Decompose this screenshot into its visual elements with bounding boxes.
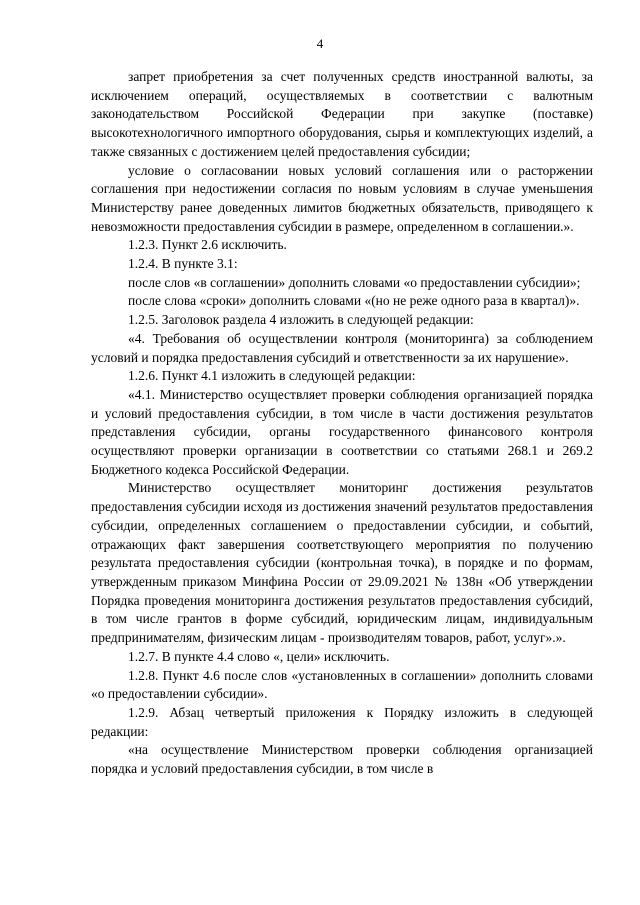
- paragraph: Министерство осуществляет мониторинг достижения результатов предоставления субсидии исходя из достижения значений результатов предоставления субсидии, определенных соглашением о предоставлении субсидии, и событий, отражающих факт завершения соответствующего мероприятия по получению результата предоставления субсидии (контрольная точка), в порядке и по формам, утвержденным приказом Минфина России от 29.09.2021 № 138н «Об утверждении Порядка проведения мониторинга достижения результатов предоставления субсидий, в том числе грантов в форме субсидий, юридическим лицам, индивидуальным предпринимателям, физическим лицам - производителям товаров, работ, услуг».».: [91, 480, 593, 646]
- paragraph: 1.2.5. Заголовок раздела 4 изложить в следующей редакции:: [128, 312, 474, 328]
- paragraph: 1.2.4. В пункте 3.1:: [128, 256, 238, 272]
- paragraph: 1.2.7. В пункте 4.4 слово «, цели» исключить.: [128, 648, 390, 664]
- paragraph: «на осуществление Министерством проверки соблюдения организацией порядка и условий предоставления субсидии, в том числе в: [91, 742, 593, 777]
- paragraph: 1.2.6. Пункт 4.1 изложить в следующей редакции:: [128, 368, 416, 384]
- paragraph: «4.1. Министерство осуществляет проверки соблюдения организацией порядка и условий предоставления субсидии, в том числе в части достижения результатов представления субсидии, органы государственного финансового контроля осуществляют проверки организации в соответствии со статьями 268.1 и 269.2 Бюджетного кодекса Российской Федерации.: [91, 386, 593, 477]
- paragraph: «4. Требования об осуществлении контроля (мониторинга) за соблюдением условий и порядка предоставления субсидий и ответственности за их нарушение».: [91, 330, 593, 365]
- paragraph: запрет приобретения за счет полученных средств иностранной валюты, за исключением операций, осуществляемых в соответствии с валютным законодательством Российской Федерации при закупке (поставке) высокотехнологичного импортного оборудования, сырья и комплектующих изделий, а также связанных с достижением целей предоставления субсидии;: [91, 69, 593, 159]
- paragraph: после слов «в соглашении» дополнить словами «о предоставлении субсидии»;: [128, 274, 581, 290]
- page-number: 4: [316, 36, 324, 51]
- document-body: [91, 68, 593, 779]
- paragraph: 1.2.3. Пункт 2.6 исключить.: [128, 237, 287, 253]
- paragraph: 1.2.9. Абзац четвертый приложения к Порядку изложить в следующей редакции:: [91, 704, 593, 739]
- paragraph: условие о согласовании новых условий соглашения или о расторжении соглашения при недостижении согласия по новым условиям в случае уменьшения Министерству ранее доведенных лимитов бюджетных обязательств, приводящего к невозможности предоставления субсидии в размере, определенном в соглашении.».: [91, 162, 593, 234]
- paragraph: 1.2.8. Пункт 4.6 после слов «установленных в соглашении» дополнить словами «о предоставлении субсидии».: [91, 667, 593, 702]
- paragraph: после слова «сроки» дополнить словами «(но не реже одного раза в квартал)».: [128, 293, 580, 309]
